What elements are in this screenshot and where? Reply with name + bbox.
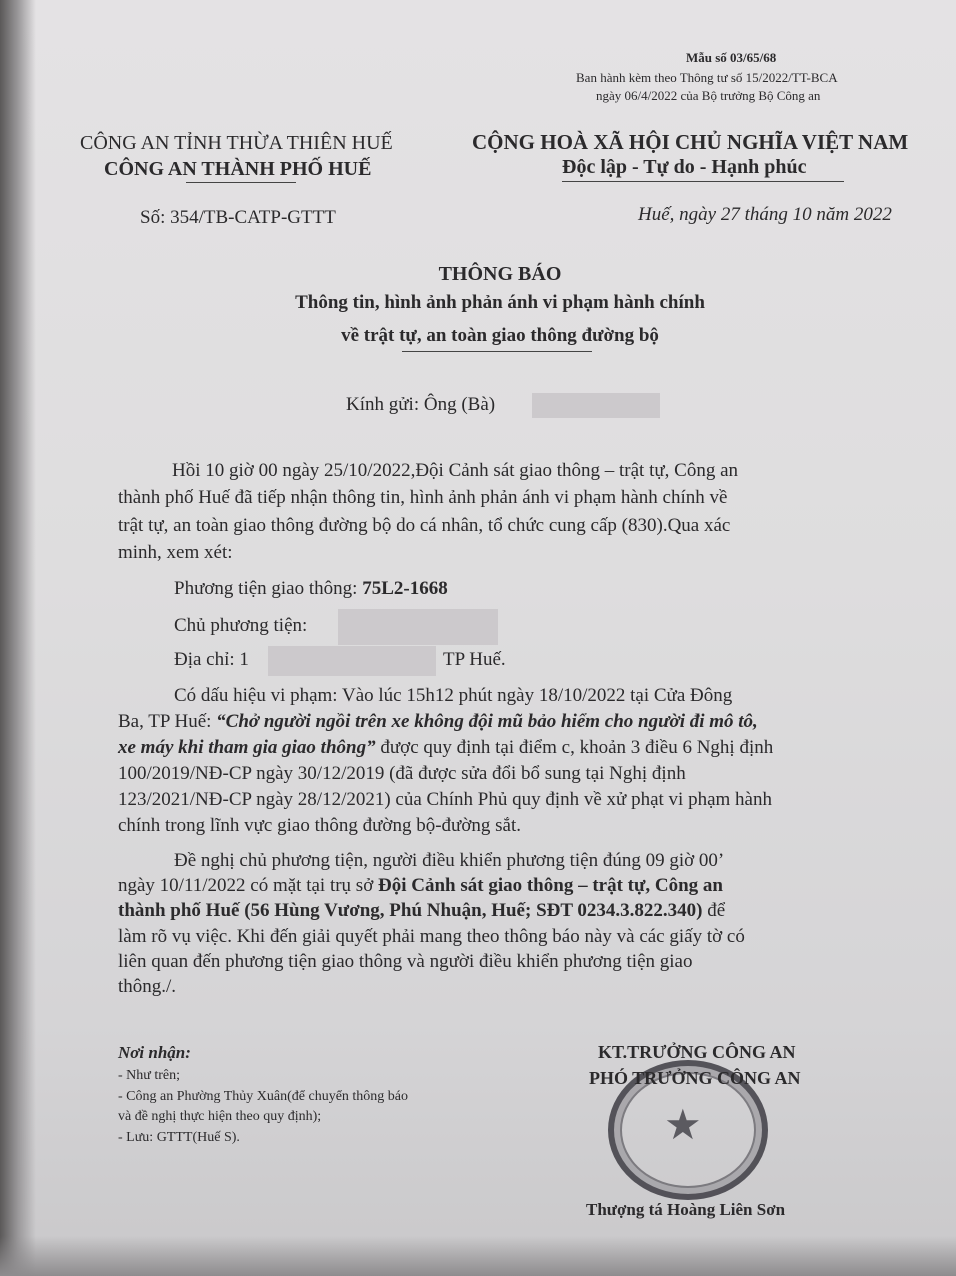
form-issued-with: Ban hành kèm theo Thông tư số 15/2022/TT-BCA: [576, 70, 838, 85]
seal-star-icon: ★: [664, 1103, 702, 1149]
vehicle-plate: 75L2-1668: [362, 578, 448, 599]
form-number: Mẫu số 03/65/68: [686, 50, 777, 65]
document-title: THÔNG BÁO: [438, 263, 562, 285]
violation-line-3: [118, 737, 773, 759]
violation-line-2: [118, 711, 758, 733]
violation-line-1: Có dấu hiệu vi phạm: Vào lúc 15h12 phút ngày 18/10/2022 tại Cửa Đông: [174, 685, 733, 706]
vehicle-label: Phương tiện giao thông:: [174, 578, 363, 599]
agency-parent: CÔNG AN TỈNH THỪA THIÊN HUẾ: [80, 132, 393, 154]
request-line-4: làm rõ vụ việc. Khi đến giải quyết phải mang theo thông báo này và các giấy tờ có: [118, 926, 745, 947]
request-office-address: thành phố Huế (56 Hùng Vương, Phú Nhuận, Huế; SĐT 0234.3.822.340): [118, 900, 703, 921]
request-line-5: liên quan đến phương tiện giao thông và người điều khiển phương tiện giao: [118, 951, 693, 972]
violation-description: “Chở người ngồi trên xe không đội mũ bảo hiểm cho người đi mô tô,: [216, 711, 758, 732]
signer-title-line2: PHÓ TRƯỞNG CÔNG AN: [589, 1068, 801, 1088]
document-subtitle-line1: Thông tin, hình ảnh phản ánh vi phạm hành chính: [295, 292, 705, 313]
redacted-address: [268, 646, 436, 676]
intro-line-1: Hồi 10 giờ 00 ngày 25/10/2022,Đội Cảnh sát giao thông – trật tự, Công an: [172, 460, 739, 481]
address-label: Địa chỉ: 1: [174, 649, 249, 670]
intro-line-3: trật tự, an toàn giao thông đường bộ do cá nhân, tổ chức cung cấp (830).Qua xác: [118, 515, 731, 536]
recipient-item: - Công an Phường Thủy Xuân(để chuyển thông báo: [118, 1089, 409, 1104]
motto-underline: [562, 181, 844, 182]
greeting: Kính gửi: Ông (Bà): [346, 394, 496, 415]
request-date: ngày 10/11/2022 có mặt tại trụ sở: [118, 875, 378, 896]
request-line-6: thông./.: [118, 976, 177, 997]
national-motto: Độc lập - Tự do - Hạnh phúc: [562, 156, 807, 178]
document-subtitle-line2: về trật tự, an toàn giao thông đường bộ: [341, 325, 659, 346]
document-date: Huế, ngày 27 tháng 10 năm 2022: [638, 204, 892, 225]
owner-label: Chủ phương tiện:: [174, 615, 308, 636]
recipient-item: - Như trên;: [118, 1068, 181, 1083]
intro-line-2: thành phố Huế đã tiếp nhận thông tin, hình ảnh phản ánh vi phạm hành chính về: [118, 487, 728, 508]
form-issued-date: ngày 06/4/2022 của Bộ trưởng Bộ Công an: [596, 88, 821, 103]
recipients-heading: Nơi nhận:: [118, 1043, 191, 1062]
national-name: CỘNG HOÀ XÃ HỘI CHỦ NGHĨA VIỆT NAM: [472, 130, 909, 154]
request-line-3-end: để: [702, 900, 726, 921]
request-line-2: [118, 875, 723, 897]
recipient-item: và đề nghị thực hiện theo quy định);: [118, 1109, 322, 1124]
violation-line-6: chính trong lĩnh vực giao thông đường bộ-đường sắt.: [118, 815, 521, 836]
signer-title-line1: KT.TRƯỞNG CÔNG AN: [598, 1042, 796, 1062]
violation-location: Ba, TP Huế:: [118, 711, 217, 732]
violation-line-4: 100/2019/NĐ-CP ngày 30/12/2019 (đã được sửa đổi bổ sung tại Nghị định: [118, 763, 686, 784]
request-line-1: Đề nghị chủ phương tiện, người điều khiển phương tiện đúng 09 giờ 00’: [174, 850, 725, 871]
signer-name: Thượng tá Hoàng Liên Sơn: [586, 1200, 786, 1219]
request-office: Đội Cảnh sát giao thông – trật tự, Công an: [378, 875, 723, 896]
recipient-item: - Lưu: GTTT(Huế S).: [118, 1130, 240, 1145]
violation-description-cont: xe máy khi tham gia giao thông”: [118, 737, 376, 758]
violation-regulation: được quy định tại điểm c, khoản 3 điều 6 Nghị định: [375, 737, 774, 758]
redacted-recipient-name: [532, 393, 660, 418]
address-city: TP Huế.: [443, 649, 506, 670]
photo-edge-shadow: [0, 0, 36, 1276]
violation-line-5: 123/2021/NĐ-CP ngày 28/12/2021) của Chính Phủ quy định về xử phạt vi phạm hành: [118, 789, 772, 810]
vehicle-line: [174, 578, 448, 600]
request-line-3: [118, 900, 725, 922]
redacted-owner: [338, 609, 498, 645]
subtitle-underline: [402, 351, 592, 352]
photo-bottom-shadow: [0, 1236, 956, 1276]
agency-underline: [186, 182, 296, 183]
agency-name: CÔNG AN THÀNH PHỐ HUẾ: [104, 158, 372, 180]
intro-line-4: minh, xem xét:: [118, 542, 233, 563]
document-number: Số: 354/TB-CATP-GTTT: [140, 207, 336, 228]
